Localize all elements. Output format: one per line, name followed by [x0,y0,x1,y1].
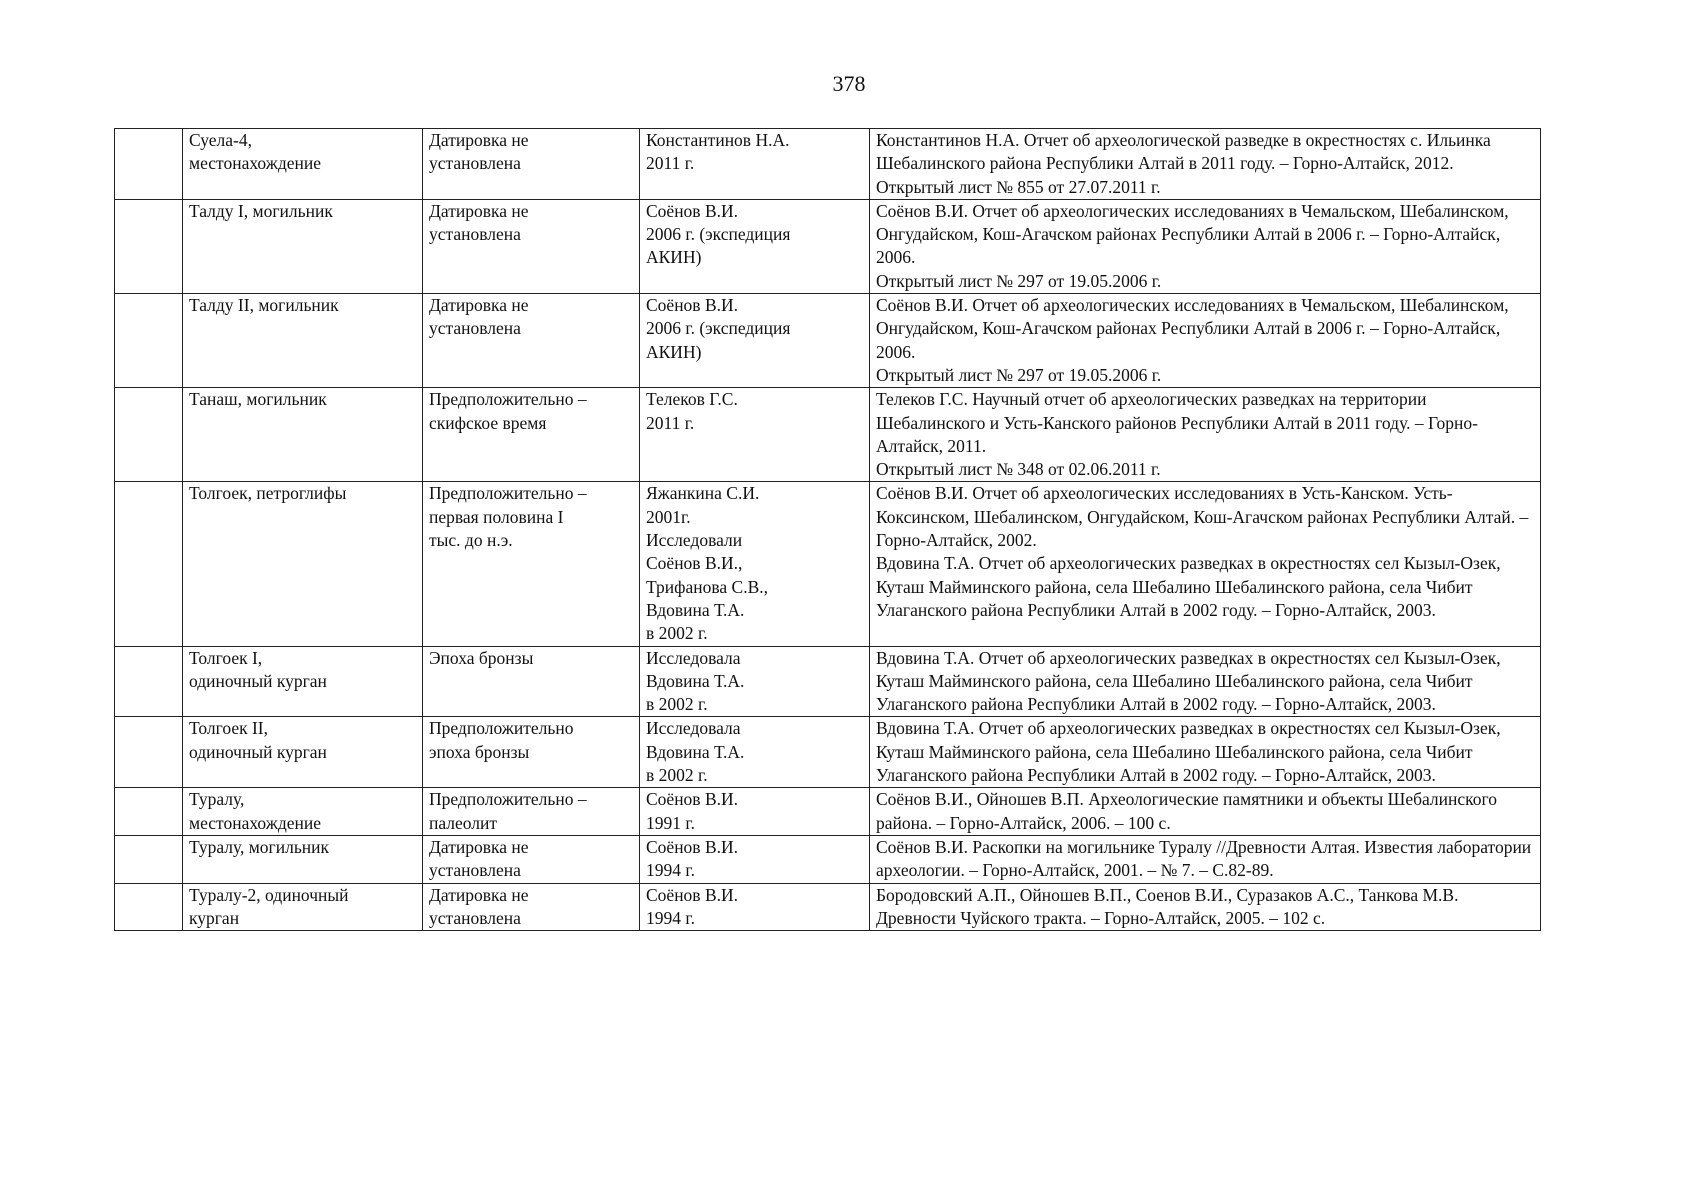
researcher-cell: Соёнов В.И. 1994 г. [640,835,870,883]
researcher-cell: Соёнов В.И. 2006 г. (экспедиция АКИН) [640,294,870,388]
table-row [115,646,1541,717]
monument-name-cell: Толгоек, петроглифы [183,482,423,646]
researcher-cell: Соёнов В.И. 1994 г. [640,883,870,931]
row-number-cell [115,835,183,883]
page-number: 378 [832,71,866,96]
reference-cell: Соёнов В.И. Отчет об археологических исследованиях в Чемальском, Шебалинском, Онгудайском, Кош-Агачском районах Республики Алтай в 2006 г. – Горно-Алтайск, 2006. Открытый лист № 297 от 19.05.2006 г. [870,294,1541,388]
reference-cell: Вдовина Т.А. Отчет об археологических разведках в окрестностях сел Кызыл-Озек, Куташ Майминского района, села Шебалино Шебалинского района, села Чибит Улаганского района Республики Алтай в 2002 году. – Горно-Алтайск, 2003. [870,717,1541,788]
reference-cell: Вдовина Т.А. Отчет об археологических разведках в окрестностях сел Кызыл-Озек, Куташ Майминского района, села Шебалино Шебалинского района, села Чибит Улаганского района Республики Алтай в 2002 году. – Горно-Алтайск, 2003. [870,646,1541,717]
row-number-cell [115,788,183,836]
researcher-cell: Исследовала Вдовина Т.А. в 2002 г. [640,646,870,717]
researcher-cell: Соёнов В.И. 1991 г. [640,788,870,836]
researcher-cell: Соёнов В.И. 2006 г. (экспедиция АКИН) [640,199,870,293]
monument-name-cell: Толгоек I, одиночный курган [183,646,423,717]
row-number-cell [115,883,183,931]
table-row [115,788,1541,836]
researcher-cell: Яжанкина С.И. 2001г. Исследовали Соёнов В.И., Трифанова С.В., Вдовина Т.А. в 2002 г. [640,482,870,646]
dating-cell: Предположительно эпоха бронзы [423,717,640,788]
reference-cell: Соёнов В.И. Отчет об археологических исследованиях в Усть-Канском. Усть-Коксинском, Шебалинском, Онгудайском, Кош-Агачском районах Республики Алтай. – Горно-Алтайск, 2002. Вдовина Т.А. Отчет об археологических разведках в окрестностях сел Кызыл-Озек, Куташ Майминского района, села Шебалино Шебалинского района, села Чибит Улаганского района Республики Алтай в 2002 году. – Горно-Алтайск, 2003. [870,482,1541,646]
table-row [115,883,1541,931]
dating-cell: Предположительно – скифское время [423,388,640,482]
dating-cell: Эпоха бронзы [423,646,640,717]
row-number-cell [115,294,183,388]
dating-cell: Датировка не установлена [423,835,640,883]
table-row [115,129,1541,200]
monument-name-cell: Танаш, могильник [183,388,423,482]
dating-cell: Предположительно – палеолит [423,788,640,836]
table-row [115,482,1541,646]
row-number-cell [115,129,183,200]
row-number-cell [115,482,183,646]
row-number-cell [115,199,183,293]
monument-name-cell: Талду I, могильник [183,199,423,293]
dating-cell: Датировка не установлена [423,129,640,200]
table-row [115,199,1541,293]
researcher-cell: Константинов Н.А. 2011 г. [640,129,870,200]
dating-cell: Предположительно – первая половина I тыс. до н.э. [423,482,640,646]
table-row [115,388,1541,482]
reference-cell: Бородовский А.П., Ойношев В.П., Соенов В.И., Суразаков А.С., Танкова М.В. Древности Чуйского тракта. – Горно-Алтайск, 2005. – 102 с. [870,883,1541,931]
reference-cell: Константинов Н.А. Отчет об археологической разведке в окрестностях с. Ильинка Шебалинского района Республики Алтай в 2011 году. – Горно-Алтайск, 2012. Открытый лист № 855 от 27.07.2011 г. [870,129,1541,200]
researcher-cell: Телеков Г.С. 2011 г. [640,388,870,482]
dating-cell: Датировка не установлена [423,294,640,388]
monuments-table-body [115,129,1541,931]
reference-cell: Соёнов В.И., Ойношев В.П. Археологические памятники и объекты Шебалинского района. – Горно-Алтайск, 2006. – 100 с. [870,788,1541,836]
table-row [115,294,1541,388]
reference-cell: Соёнов В.И. Раскопки на могильнике Туралу //Древности Алтая. Известия лаборатории археологии. – Горно-Алтайск, 2001. – № 7. – С.82-89. [870,835,1541,883]
monument-name-cell: Туралу-2, одиночный курган [183,883,423,931]
table-row [115,717,1541,788]
monument-name-cell: Суела-4, местонахождение [183,129,423,200]
row-number-cell [115,646,183,717]
table-row [115,835,1541,883]
dating-cell: Датировка не установлена [423,199,640,293]
monuments-table [114,128,1541,931]
monument-name-cell: Туралу, местонахождение [183,788,423,836]
dating-cell: Датировка не установлена [423,883,640,931]
reference-cell: Телеков Г.С. Научный отчет об археологических разведках на территории Шебалинского и Усть-Канского районов Республики Алтай в 2011 году. – Горно-Алтайск, 2011. Открытый лист № 348 от 02.06.2011 г. [870,388,1541,482]
researcher-cell: Исследовала Вдовина Т.А. в 2002 г. [640,717,870,788]
monument-name-cell: Туралу, могильник [183,835,423,883]
monument-name-cell: Талду II, могильник [183,294,423,388]
reference-cell: Соёнов В.И. Отчет об археологических исследованиях в Чемальском, Шебалинском, Онгудайском, Кош-Агачском районах Республики Алтай в 2006 г. – Горно-Алтайск, 2006. Открытый лист № 297 от 19.05.2006 г. [870,199,1541,293]
row-number-cell [115,717,183,788]
monument-name-cell: Толгоек II, одиночный курган [183,717,423,788]
row-number-cell [115,388,183,482]
